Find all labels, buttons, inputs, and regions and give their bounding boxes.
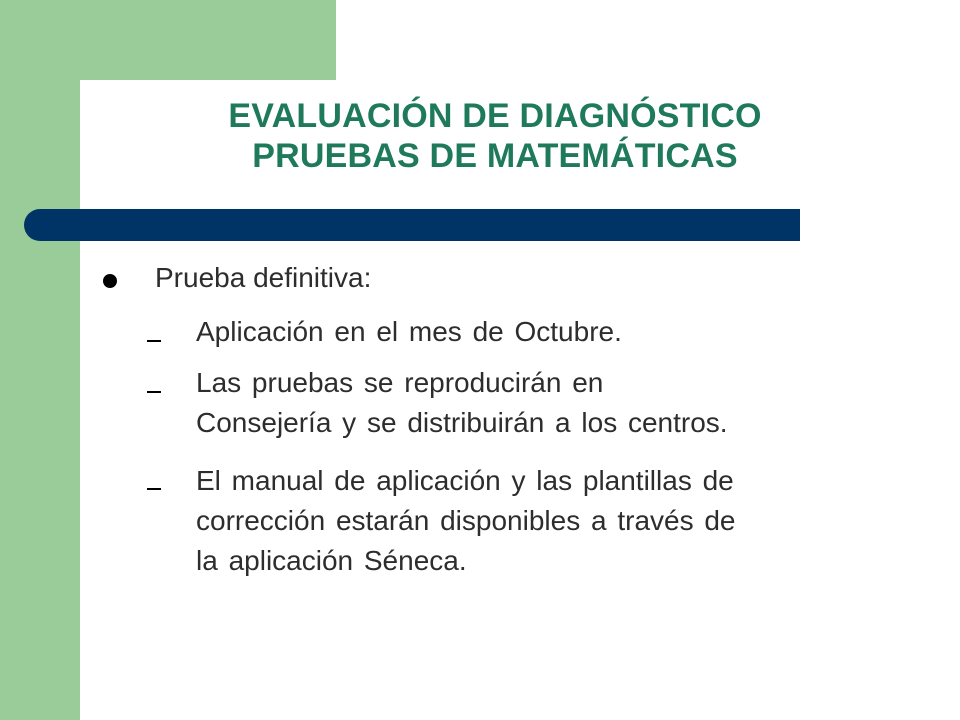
sub-item-1 [196,312,896,352]
title-line-2: PRUEBAS DE MATEMÁTICAS [252,137,738,175]
bullet-dot-icon [103,274,117,288]
bullet-item-label: Prueba definitiva: [155,262,372,293]
sub-item-3 [196,461,896,581]
title-line-1: EVALUACIÓN DE DIAGNÓSTICO [228,97,762,135]
sub-item-2-line-1: Las pruebas se reproducirán en [196,367,604,398]
dash-icon [147,391,161,393]
sub-item-3-line-1: El manual de aplicación y las plantillas de [196,465,734,496]
dash-icon [147,488,161,490]
sub-item-2 [196,363,896,443]
dash-icon [147,340,161,342]
sub-item-2-line-2: Consejería y se distribuirán a los centros. [196,407,728,438]
sub-item-1-line-1: Aplicación en el mes de Octubre. [196,316,622,347]
sub-item-3-line-2: corrección estarán disponibles a través de [196,505,736,536]
sub-item-3-line-3: la aplicación Séneca. [196,545,467,576]
